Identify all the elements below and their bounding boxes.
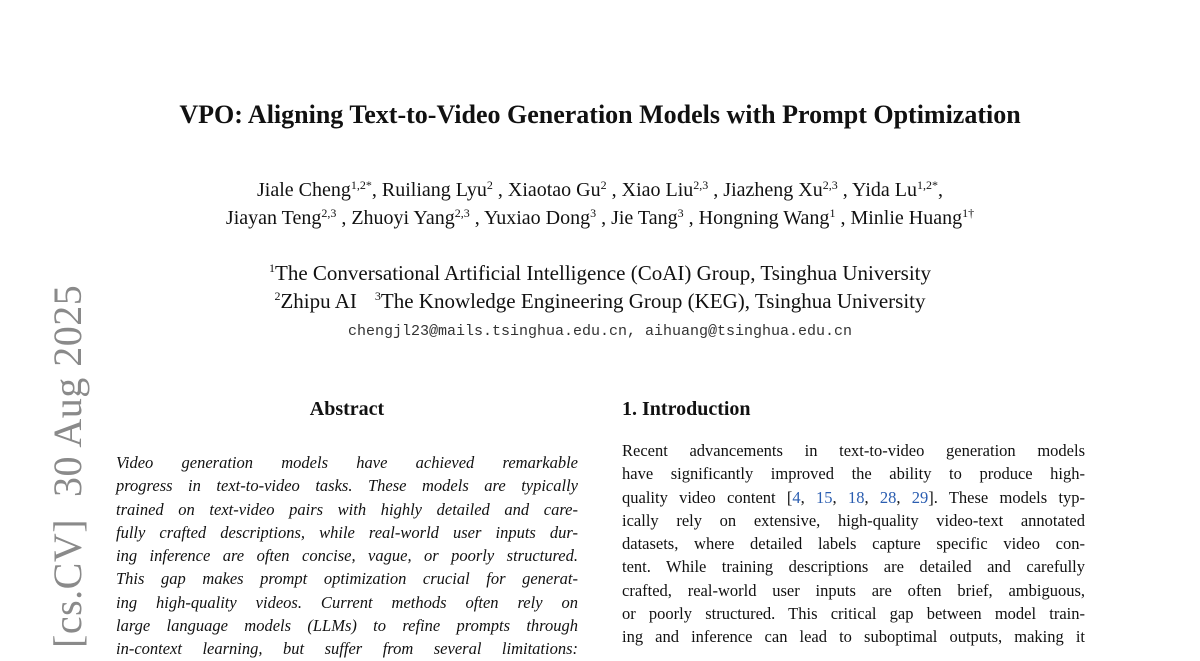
introduction-line xyxy=(622,555,1085,578)
author-separator: , xyxy=(606,179,622,201)
affiliation-marker: 3 xyxy=(374,289,381,303)
author-affiliation-marker: 2,3 xyxy=(822,178,838,192)
text-fragment: or poorly structured. This critical gap between model train- xyxy=(622,604,1085,624)
introduction-heading: 1. Introduction xyxy=(622,398,751,420)
author-affiliation-marker: 2 xyxy=(486,178,493,192)
affiliations xyxy=(0,259,1200,315)
author-name: Jie Tang xyxy=(611,207,678,229)
paper-title: VPO: Aligning Text-to-Video Generation Models with Prompt Optimization xyxy=(179,100,1021,129)
affiliation-marker: 2 xyxy=(274,289,281,303)
introduction-line xyxy=(622,532,1085,555)
author-separator: , xyxy=(837,179,852,201)
author-affiliation-marker: 1,2* xyxy=(350,178,372,192)
affiliation-text: Zhipu AI xyxy=(280,289,357,313)
abstract-line: in-context learning, but suffer from several limitations: xyxy=(116,639,578,659)
abstract-line: This gap makes prompt optimization crucial for generat- xyxy=(116,569,578,589)
author-separator: , xyxy=(469,207,484,229)
citation-link[interactable]: 15 xyxy=(816,487,833,507)
author-separator: , xyxy=(835,207,851,229)
abstract-heading: Abstract xyxy=(309,398,385,420)
author-separator: , xyxy=(683,207,699,229)
text-fragment: , xyxy=(896,487,912,507)
author-name: Jiazheng Xu xyxy=(723,179,823,201)
author-name: Yuxiao Dong xyxy=(483,207,591,229)
author-affiliation-marker: 3 xyxy=(590,206,597,220)
citation-link[interactable]: 28 xyxy=(879,487,897,507)
abstract-line: ing inference are often concise, vague, or poorly structured. xyxy=(116,546,578,566)
abstract-line: fully crafted descriptions, while real-world user inputs dur- xyxy=(116,522,578,542)
affiliation-text: The Knowledge Engineering Group (KEG), Tsinghua University xyxy=(380,289,926,313)
author-affiliation-marker: 1 xyxy=(829,206,836,220)
author-separator: , xyxy=(708,179,724,201)
text-fragment: ]. These models typ- xyxy=(928,487,1086,507)
text-fragment: quality video content [ xyxy=(622,487,793,507)
author-name: Minlie Huang xyxy=(850,207,963,229)
introduction-line xyxy=(622,625,1085,648)
author-separator: , xyxy=(937,179,943,201)
affiliation-line-1 xyxy=(0,259,1200,287)
text-fragment: have significantly improved the ability to produce high- xyxy=(622,464,1085,484)
contact-emails[interactable]: chengjl23@mails.tsinghua.edu.cn, aihuang@tsinghua.edu.cn xyxy=(347,323,853,340)
affiliation-text: The Conversational Artificial Intelligence (CoAI) Group, Tsinghua University xyxy=(275,261,931,285)
author-name: Hongning Wang xyxy=(698,207,830,229)
author-line-2 xyxy=(0,204,1200,232)
introduction-line xyxy=(622,509,1085,532)
abstract-line: large language models (LLMs) to refine prompts through xyxy=(116,616,578,636)
author-affiliation-marker: 2,3 xyxy=(454,206,470,220)
author-name: Jiayan Teng xyxy=(225,207,322,229)
author-name: Ruiliang Lyu xyxy=(381,179,487,201)
author-name: Xiaotao Gu xyxy=(507,179,601,201)
author-name: Yida Lu xyxy=(851,179,917,201)
citation-link[interactable]: 18 xyxy=(847,487,865,507)
citation-link[interactable]: 4 xyxy=(792,487,801,507)
abstract-line: trained on text-video pairs with highly detailed and care- xyxy=(116,499,578,519)
abstract-line: progress in text-to-video tasks. These models are typically xyxy=(116,476,578,496)
text-fragment: , xyxy=(800,487,817,507)
author-affiliation-marker: 2,3 xyxy=(321,206,337,220)
author-line-1 xyxy=(0,176,1200,204)
abstract-line: Video generation models have achieved remarkable xyxy=(116,453,578,472)
author-name: Xiao Liu xyxy=(621,179,694,201)
affiliation-marker: 1 xyxy=(269,261,275,275)
citation-link[interactable]: 29 xyxy=(911,487,929,507)
abstract-line: ing high-quality videos. Current methods often rely on xyxy=(116,592,578,612)
text-fragment: tent. While training descriptions are detailed and carefully xyxy=(622,557,1085,577)
text-fragment: ically rely on extensive, high-quality video-text annotated xyxy=(622,510,1085,530)
text-fragment: ing and inference can lead to suboptimal outputs, making it xyxy=(622,627,1085,647)
author-list xyxy=(0,176,1200,232)
text-fragment: , xyxy=(864,487,880,507)
introduction-line xyxy=(622,462,1085,485)
arxiv-category: [cs.CV] xyxy=(45,518,90,648)
author-affiliation-marker: 2,3 xyxy=(693,178,709,192)
introduction-line xyxy=(622,602,1085,625)
author-affiliation-marker: 3 xyxy=(677,206,684,220)
author-affiliation-marker: 2 xyxy=(600,178,607,192)
author-affiliation-marker: 1,2* xyxy=(916,178,938,192)
author-separator: , xyxy=(371,179,382,201)
text-fragment: crafted, real-world user inputs are often brief, ambiguous, xyxy=(622,580,1085,600)
introduction-line xyxy=(622,439,1085,462)
introduction-line xyxy=(622,486,1085,509)
author-affiliation-marker: 1† xyxy=(962,206,975,220)
affiliation-line-2 xyxy=(0,287,1200,315)
arxiv-date: 30 Aug 2025 xyxy=(45,284,90,497)
author-separator: , xyxy=(492,179,508,201)
author-separator: , xyxy=(596,207,612,229)
introduction-body xyxy=(622,439,1085,649)
text-fragment: datasets, where detailed labels capture specific video con- xyxy=(622,534,1085,554)
text-fragment: Recent advancements in text-to-video generation models xyxy=(622,441,1085,460)
introduction-line xyxy=(622,579,1085,602)
author-separator: , xyxy=(336,207,352,229)
text-fragment: , xyxy=(832,487,848,507)
author-name: Zhuoyi Yang xyxy=(351,207,455,229)
author-name: Jiale Cheng xyxy=(257,179,351,201)
abstract-body xyxy=(116,451,578,661)
